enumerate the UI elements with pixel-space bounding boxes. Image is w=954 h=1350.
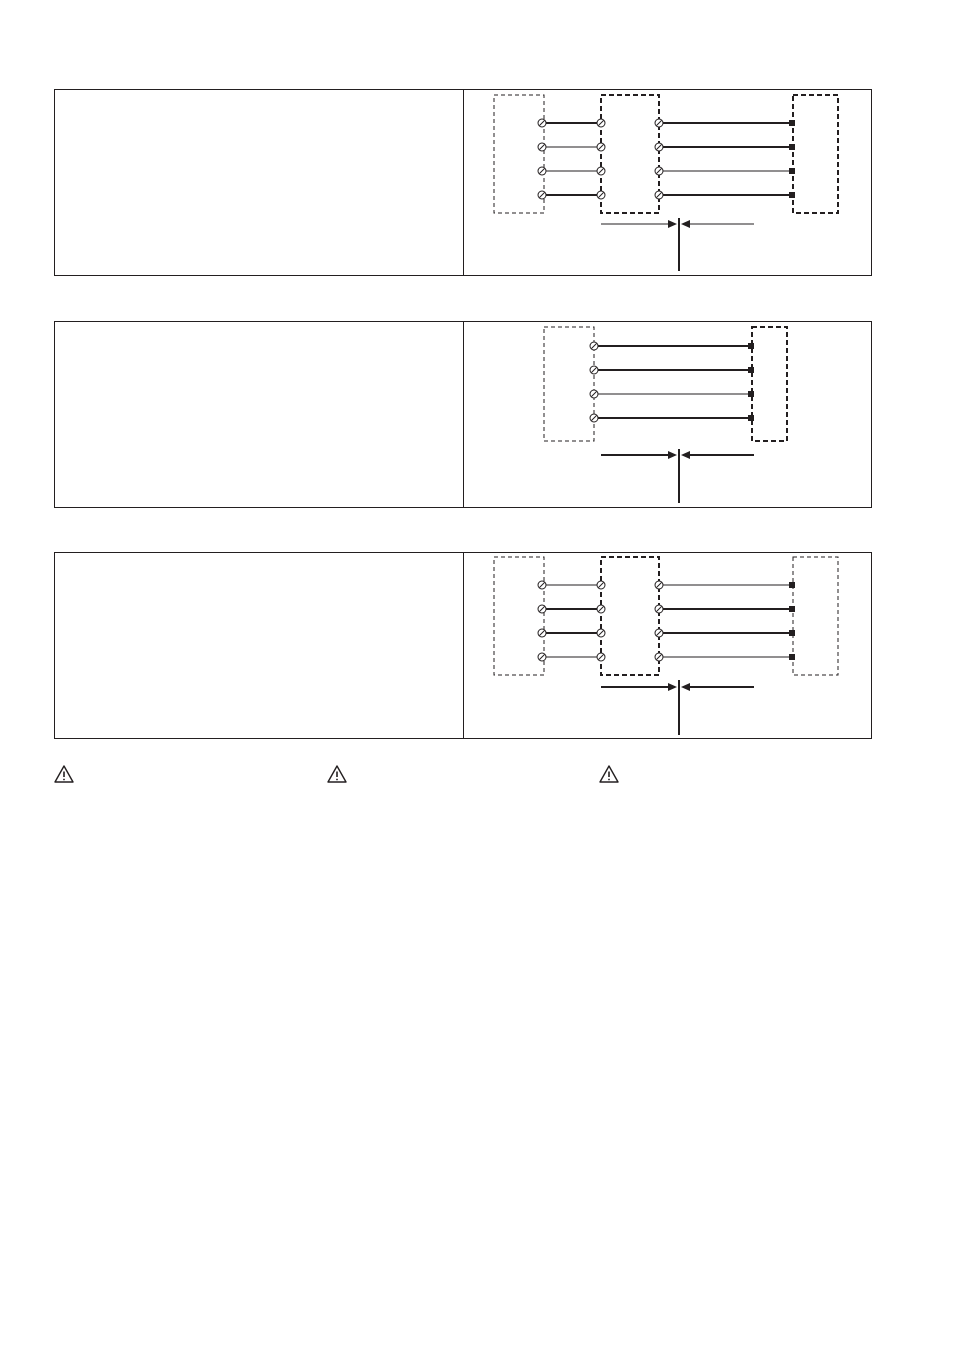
outdoor-unit-box bbox=[494, 95, 544, 213]
length-indicator-arrows bbox=[601, 449, 754, 503]
indoor-unit-box bbox=[793, 95, 838, 213]
terminal-row-2 bbox=[538, 143, 795, 151]
terminal-row-3 bbox=[590, 390, 754, 398]
panel-text-cell bbox=[55, 90, 464, 275]
branch-box bbox=[601, 557, 659, 675]
wiring-diagram-two-unit bbox=[464, 322, 872, 507]
wiring-panel-2 bbox=[54, 321, 872, 508]
terminal-row-1 bbox=[538, 119, 795, 127]
terminal-row-4 bbox=[538, 191, 795, 199]
length-indicator-arrows bbox=[601, 680, 754, 735]
terminal-row-4 bbox=[538, 653, 795, 661]
wiring-panel-3 bbox=[54, 552, 872, 739]
panel-text-cell bbox=[55, 322, 464, 507]
wiring-diagram-three-unit bbox=[464, 90, 872, 275]
warning-triangle-icon bbox=[327, 764, 347, 784]
warning-triangle-icon bbox=[599, 764, 619, 784]
terminal-row-3 bbox=[538, 167, 795, 175]
length-indicator-arrows bbox=[601, 218, 754, 271]
outdoor-unit-box bbox=[494, 557, 544, 675]
terminal-row-2 bbox=[538, 605, 795, 613]
terminal-row-3 bbox=[538, 629, 795, 637]
terminal-row-1 bbox=[590, 342, 754, 350]
indoor-unit-box bbox=[793, 557, 838, 675]
terminal-row-1 bbox=[538, 581, 795, 589]
terminal-row-4 bbox=[590, 414, 754, 422]
wiring-panel-1 bbox=[54, 89, 872, 276]
warnings-row bbox=[54, 764, 872, 784]
outdoor-unit-box bbox=[544, 327, 594, 441]
panel-text-cell bbox=[55, 553, 464, 738]
indoor-unit-box bbox=[752, 327, 787, 441]
terminal-row-2 bbox=[590, 366, 754, 374]
branch-box bbox=[601, 95, 659, 213]
warning-triangle-icon bbox=[54, 764, 74, 784]
wiring-diagram-three-unit bbox=[464, 553, 872, 738]
